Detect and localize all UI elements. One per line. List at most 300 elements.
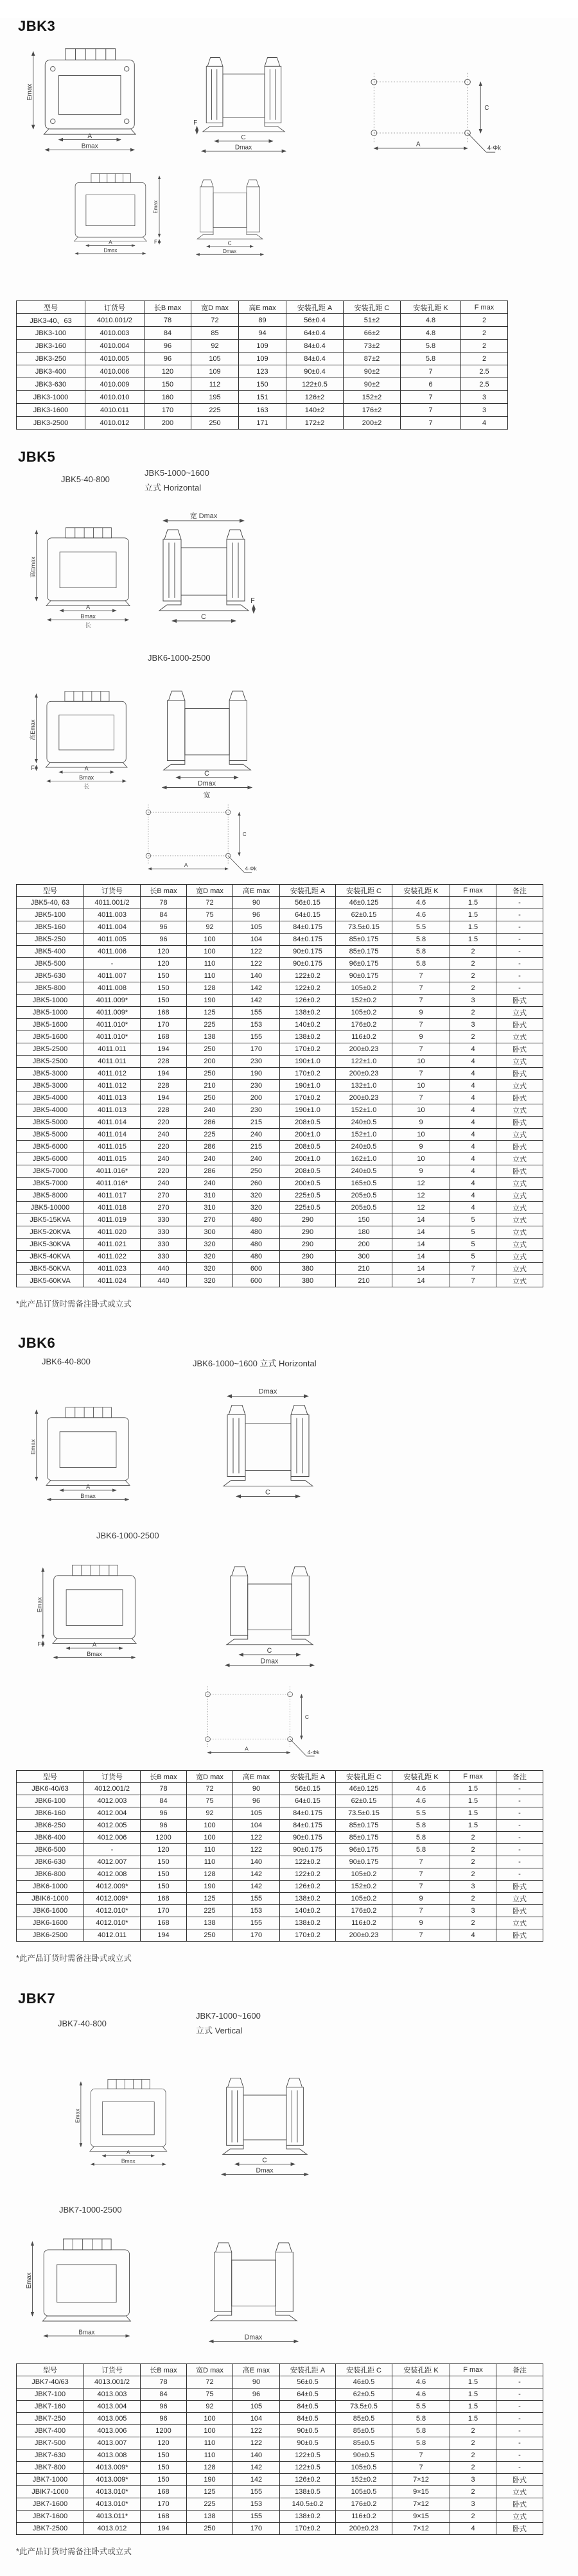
table-cell: 90±2: [344, 378, 401, 391]
table-row: [17, 1807, 543, 1820]
column-header: F max: [450, 885, 496, 897]
table-cell: 2: [450, 1031, 496, 1043]
column-header: 长B max: [141, 2364, 187, 2376]
table-cell: -: [496, 909, 543, 921]
table-cell: 4011.007: [84, 970, 141, 982]
table-cell: 110: [187, 970, 233, 982]
jbk7-front-view-large-diagram: [24, 2224, 153, 2351]
table-cell: 109: [239, 340, 286, 352]
table-cell: 5.8: [392, 934, 450, 946]
table-cell: 2: [450, 2450, 496, 2462]
jbk7-side-view-diagram: [212, 2042, 318, 2202]
table-cell: 170: [144, 404, 191, 417]
table-cell: 4010.009: [85, 378, 144, 391]
table-row: [17, 2425, 543, 2437]
table-cell: 240: [141, 1178, 187, 1190]
table-cell: 2: [461, 314, 508, 327]
column-header: 长B max: [141, 1771, 187, 1783]
table-cell: 4011.006: [84, 946, 141, 958]
table-cell: JBK5-3000: [17, 1080, 84, 1092]
table-cell: 4: [450, 1068, 496, 1080]
table-cell: 170±0.2: [280, 1092, 336, 1104]
table-cell: 84: [141, 909, 187, 921]
table-cell: 4012.010*: [84, 1917, 141, 1929]
table-cell: 200: [187, 1056, 233, 1068]
table-cell: 168: [141, 1917, 187, 1929]
table-cell: 4011.004: [84, 921, 141, 934]
dim-label-c: C: [242, 831, 247, 837]
table-cell: -: [496, 897, 543, 909]
table-cell: 250: [187, 2523, 233, 2535]
table-cell: JBK5-2500: [17, 1056, 84, 1068]
table-cell: 4: [450, 2523, 496, 2535]
table-row: [17, 934, 543, 946]
column-header: 备注: [496, 2364, 543, 2376]
table-cell: 4012.010*: [84, 1905, 141, 1917]
table-row: [17, 958, 543, 970]
table-cell: 14: [392, 1214, 450, 1226]
table-cell: JBK7-40/63: [17, 2376, 84, 2389]
table-cell: 210: [187, 1080, 233, 1092]
table-cell: JBK7-1600: [17, 2511, 84, 2523]
table-cell: 10: [392, 1080, 450, 1092]
table-cell: 2: [450, 2486, 496, 2498]
table-cell: 4011.023: [84, 1263, 141, 1275]
column-header: 长B max: [144, 301, 191, 314]
table-row: [17, 2462, 543, 2474]
table-cell: 4: [450, 1153, 496, 1165]
table-cell: 9: [392, 1141, 450, 1153]
table-cell: JBK5-100: [17, 909, 84, 921]
table-cell: 85±0.175: [336, 946, 392, 958]
table-cell: 7: [392, 1905, 450, 1917]
table-cell: 立式: [496, 2511, 543, 2523]
table-cell: JBK6-250: [17, 1820, 84, 1832]
table-row: [17, 1929, 543, 1942]
table-cell: 96: [144, 352, 191, 365]
table-cell: 5.8: [401, 352, 461, 365]
table-cell: 180: [336, 1226, 392, 1239]
table-cell: 125: [187, 2486, 233, 2498]
table-cell: 168: [141, 2511, 187, 2523]
table-cell: 12: [392, 1190, 450, 1202]
table-cell: JBK7-100: [17, 2389, 84, 2401]
table-cell: 4: [450, 1129, 496, 1141]
header-row: [17, 885, 543, 897]
table-cell: 2: [450, 1868, 496, 1881]
column-header: 长B max: [141, 885, 187, 897]
table-cell: 220: [141, 1165, 187, 1178]
table-cell: 150: [141, 1868, 187, 1881]
column-header: 型号: [17, 2364, 84, 2376]
table-cell: JBK5-5000: [17, 1117, 84, 1129]
table-cell: 84±0.5: [280, 2401, 336, 2413]
table-cell: 138±0.2: [280, 1917, 336, 1929]
table-cell: -: [496, 1807, 543, 1820]
table-cell: JBK3-2500: [17, 417, 85, 430]
table-row: [17, 1275, 543, 1287]
table-cell: 90: [233, 897, 280, 909]
table-cell: 160: [144, 391, 191, 404]
jbk3-front-view-large-diagram: [59, 166, 165, 262]
table-cell: -: [496, 2401, 543, 2413]
table-cell: 4010.003: [85, 327, 144, 340]
table-cell: 12: [392, 1178, 450, 1190]
table-row: [17, 1190, 543, 1202]
table-cell: 4.6: [392, 909, 450, 921]
table-row: [17, 1068, 543, 1080]
table-cell: 2: [450, 2425, 496, 2437]
jbk7-front-view-diagram: [74, 2042, 186, 2202]
table-cell: 立式: [496, 1226, 543, 1239]
table-cell: 96: [233, 1795, 280, 1807]
table-cell: 250: [187, 1043, 233, 1056]
table-cell: 380: [280, 1275, 336, 1287]
table-cell: 4: [450, 1092, 496, 1104]
table-cell: 7: [450, 1275, 496, 1287]
table-cell: 4010.011: [85, 404, 144, 417]
table-cell: 4011.011: [84, 1043, 141, 1056]
table-cell: 4: [450, 1178, 496, 1190]
table-cell: 90±0.4: [286, 365, 344, 378]
table-cell: 78: [144, 314, 191, 327]
table-cell: 260: [233, 1178, 280, 1190]
table-cell: 3: [450, 2498, 496, 2511]
table-cell: 150: [144, 378, 191, 391]
table-cell: 152±0.2: [336, 2474, 392, 2486]
table-cell: 5.8: [392, 946, 450, 958]
table-cell: 4010.004: [85, 340, 144, 352]
table-cell: 120: [141, 2437, 187, 2450]
table-cell: 62±0.15: [336, 909, 392, 921]
table-cell: 112: [191, 378, 239, 391]
table-cell: 126±2: [286, 391, 344, 404]
table-cell: 5.8: [392, 1844, 450, 1856]
table-cell: 4010.006: [85, 365, 144, 378]
table-cell: JBK3-1000: [17, 391, 85, 404]
column-header: 安装孔距 A: [280, 1771, 336, 1783]
table-cell: 84±0.4: [286, 340, 344, 352]
table-cell: 105±0.2: [336, 982, 392, 995]
table-cell: 73.5±0.5: [336, 2401, 392, 2413]
table-cell: 7: [392, 2462, 450, 2474]
table-cell: -: [496, 1783, 543, 1795]
table-cell: JBK6-100: [17, 1795, 84, 1807]
table-cell: 109: [191, 365, 239, 378]
table-cell: 138: [187, 1917, 233, 1929]
table-cell: 78: [141, 2376, 187, 2389]
table-cell: 138±0.2: [280, 1007, 336, 1019]
table-cell: 2: [450, 2462, 496, 2474]
table-cell: 4012.009*: [84, 1893, 141, 1905]
table-cell: 200: [144, 417, 191, 430]
table-cell: JBK7-1600: [17, 2498, 84, 2511]
table-cell: 100: [187, 934, 233, 946]
jbk7-range-label-right: JBK7-1000~1600: [196, 2011, 261, 2021]
jbk5-range-label-right: JBK5-1000~1600: [144, 468, 209, 478]
table-cell: JBK5-160: [17, 921, 84, 934]
dim-label-h-emax: 高Emax: [30, 556, 37, 578]
table-row: [17, 1117, 543, 1129]
table-cell: 208±0.5: [280, 1141, 336, 1153]
table-cell: 4011.016*: [84, 1178, 141, 1190]
table-cell: 2: [450, 958, 496, 970]
table-cell: -: [496, 2437, 543, 2450]
table-cell: 卧式: [496, 2523, 543, 2535]
table-cell: 210: [336, 1275, 392, 1287]
table-row: [17, 1056, 543, 1068]
table-cell: 4.6: [392, 897, 450, 909]
table-cell: 立式: [496, 1263, 543, 1275]
table-row: [17, 1092, 543, 1104]
table-cell: 92: [187, 1807, 233, 1820]
table-cell: 176±0.2: [336, 1905, 392, 1917]
table-cell: JBK7-160: [17, 2401, 84, 2413]
table-cell: 4011.012: [84, 1080, 141, 1092]
table-cell: 194: [141, 1929, 187, 1942]
table-cell: JBK3-40、63: [17, 314, 85, 327]
table-cell: 300: [187, 1226, 233, 1239]
table-cell: 73.5±0.15: [336, 1807, 392, 1820]
table-cell: 5.8: [401, 340, 461, 352]
table-cell: 90±0.175: [336, 1856, 392, 1868]
table-cell: 240: [141, 1153, 187, 1165]
table-cell: 1200: [141, 1832, 187, 1844]
table-cell: 立式: [496, 1153, 543, 1165]
table-cell: JBK5-50KVA: [17, 1263, 84, 1275]
table-cell: 194: [141, 1043, 187, 1056]
table-cell: 150: [336, 1214, 392, 1226]
table-cell: 立式: [496, 2486, 543, 2498]
table-cell: 140±0.2: [280, 1905, 336, 1917]
jbk5-mounting-holes-diagram: [106, 799, 292, 881]
table-cell: 10: [392, 1153, 450, 1165]
table-cell: 4.6: [392, 2389, 450, 2401]
jbk6-fig-labels: [0, 1354, 578, 1373]
column-header: 安装孔距 A: [280, 885, 336, 897]
table-cell: 170±0.2: [280, 1068, 336, 1080]
table-cell: 立式: [496, 1007, 543, 1019]
dim-label-c: C: [241, 134, 246, 141]
table-cell: 56±0.15: [280, 1783, 336, 1795]
table-cell: -: [496, 1844, 543, 1856]
table-cell: 7: [401, 365, 461, 378]
table-cell: 4012.004: [84, 1807, 141, 1820]
table-cell: 1.5: [450, 2376, 496, 2389]
dim-label-c: C: [262, 2157, 267, 2164]
table-cell: 105: [233, 921, 280, 934]
table-cell: JBIK7-1000: [17, 2486, 84, 2498]
table-row: [17, 1881, 543, 1893]
table-cell: 153: [233, 1019, 280, 1031]
table-cell: 330: [141, 1226, 187, 1239]
table-cell: 10: [392, 1129, 450, 1141]
dim-label-a: A: [109, 239, 112, 246]
table-cell: 7×12: [392, 2474, 450, 2486]
table-row: [17, 2498, 543, 2511]
table-row: [17, 1893, 543, 1905]
table-cell: 5.8: [392, 2413, 450, 2425]
table-cell: JBK5-60KVA: [17, 1275, 84, 1287]
table-cell: 170±0.2: [280, 2523, 336, 2535]
table-cell: 105±0.5: [336, 2462, 392, 2474]
dim-label-emax: Emax: [26, 83, 33, 101]
table-cell: 190±1.0: [280, 1104, 336, 1117]
table-cell: 56±0.15: [280, 897, 336, 909]
table-cell: 5: [450, 1226, 496, 1239]
table-cell: 卧式: [496, 1019, 543, 1031]
dim-label-4-phi-k: 4-Φk: [487, 144, 502, 152]
table-cell: JBK5-250: [17, 934, 84, 946]
table-cell: 330: [141, 1214, 187, 1226]
table-cell: 122±0.5: [286, 378, 344, 391]
table-row: [17, 1104, 543, 1117]
table-cell: 7: [392, 1856, 450, 1868]
table-cell: 320: [187, 1251, 233, 1263]
jbk6-front-view-large-diagram: [35, 1548, 157, 1675]
table-cell: 168: [141, 1893, 187, 1905]
table-cell: 立式: [496, 1239, 543, 1251]
column-header: 高E max: [233, 2364, 280, 2376]
table-cell: 4012.005: [84, 1820, 141, 1832]
table-cell: JBK6-630: [17, 1856, 84, 1868]
table-cell: 84±0.5: [280, 2413, 336, 2425]
table-cell: 96±0.175: [336, 958, 392, 970]
table-cell: 90±0.175: [280, 946, 336, 958]
table-cell: JBK6-400: [17, 1832, 84, 1844]
jbk6-side-view-large-diagram: [212, 1548, 328, 1675]
dim-label-4-phi-k: 4-Φk: [245, 866, 257, 872]
table-cell: 7: [392, 982, 450, 995]
table-cell: 96: [144, 340, 191, 352]
table-cell: 168: [141, 1007, 187, 1019]
table-cell: 194: [141, 1092, 187, 1104]
table-row: [17, 1153, 543, 1165]
column-header: 订货号: [84, 1771, 141, 1783]
table-cell: 110: [187, 1856, 233, 1868]
table-cell: 4011.010*: [84, 1019, 141, 1031]
table-cell: 122±0.5: [280, 2450, 336, 2462]
table-cell: 250: [187, 1068, 233, 1080]
table-cell: 96: [141, 1807, 187, 1820]
table-cell: 116±0.2: [336, 1031, 392, 1043]
table-cell: 4013.009*: [84, 2474, 141, 2486]
jbk6-range-label-right: JBK6-1000~1600 立式 Horizontal: [193, 1359, 317, 1368]
table-row: [17, 995, 543, 1007]
table-cell: 4: [450, 1202, 496, 1214]
table-cell: 155: [233, 1007, 280, 1019]
table-cell: 290: [280, 1239, 336, 1251]
table-cell: 170: [233, 1043, 280, 1056]
table-cell: 150: [141, 982, 187, 995]
table-cell: 4011.015: [84, 1153, 141, 1165]
jbk5-front-view-diagram: [29, 498, 151, 650]
column-header: 安装孔距 K: [392, 1771, 450, 1783]
dim-label-emax: Emax: [25, 2272, 33, 2289]
section-title-jbk5: JBK5: [18, 449, 56, 465]
table-cell: 立式: [496, 1251, 543, 1263]
column-header: 安装孔距 C: [336, 885, 392, 897]
table-cell: 卧式: [496, 2498, 543, 2511]
table-cell: 4: [450, 1104, 496, 1117]
jbk7-fig-labels: [0, 2010, 578, 2039]
table-cell: 9: [392, 1917, 450, 1929]
table-cell: 320: [187, 1239, 233, 1251]
table-cell: 105±0.2: [336, 1007, 392, 1019]
table-cell: 75: [187, 2389, 233, 2401]
table-cell: 290: [280, 1251, 336, 1263]
table-cell: JBK5-630: [17, 970, 84, 982]
table-cell: JBK5-6000: [17, 1141, 84, 1153]
dim-label-a: A: [245, 1745, 249, 1752]
table-row: [17, 1783, 543, 1795]
table-cell: 2: [461, 327, 508, 340]
table-cell: 2: [450, 2511, 496, 2523]
table-cell: 90: [233, 2376, 280, 2389]
table-cell: 330: [141, 1251, 187, 1263]
table-cell: 3: [450, 2474, 496, 2486]
table-cell: -: [496, 982, 543, 995]
table-cell: 105: [233, 2401, 280, 2413]
table-cell: 128: [187, 1868, 233, 1881]
table-row: [17, 1141, 543, 1153]
dim-label-f: F: [250, 597, 255, 605]
table-cell: 96: [141, 2413, 187, 2425]
table-cell: 4011.015: [84, 1141, 141, 1153]
table-cell: JBK5-7000: [17, 1165, 84, 1178]
table-cell: 90±0.5: [280, 2425, 336, 2437]
jbk7-range-label-left: JBK7-40-800: [58, 2019, 107, 2028]
table-cell: 120: [144, 365, 191, 378]
dim-label-a: A: [87, 132, 92, 140]
dim-label-dmax: Dmax: [256, 2167, 274, 2175]
table-cell: JBK5-3000: [17, 1068, 84, 1080]
table-cell: 90±2: [344, 365, 401, 378]
table-cell: 84±0.175: [280, 1807, 336, 1820]
table-cell: 153: [233, 1905, 280, 1917]
table-cell: 4013.006: [84, 2425, 141, 2437]
table-cell: 250: [191, 417, 239, 430]
jbk5-fig-labels: [0, 468, 578, 494]
table-cell: 105: [191, 352, 239, 365]
table-cell: 卧式: [496, 1141, 543, 1153]
table-cell: -: [84, 958, 141, 970]
table-cell: 120: [141, 958, 187, 970]
table-cell: JBK5-2500: [17, 1043, 84, 1056]
table-row: [17, 921, 543, 934]
table-cell: 208±0.5: [280, 1117, 336, 1129]
column-header: 安装孔距 C: [336, 1771, 392, 1783]
table-cell: 92: [187, 2401, 233, 2413]
jbk7-orientation-label: 立式 Vertical: [196, 2026, 243, 2035]
table-cell: 56±0.5: [280, 2376, 336, 2389]
table-cell: 90±0.5: [336, 2450, 392, 2462]
table-cell: 122±0.2: [280, 1856, 336, 1868]
table-cell: JBK3-1600: [17, 404, 85, 417]
table-cell: 110: [187, 2437, 233, 2450]
table-cell: 205±0.5: [336, 1190, 392, 1202]
table-cell: JBK5-20KVA: [17, 1226, 84, 1239]
table-cell: 162±1.0: [336, 1153, 392, 1165]
table-cell: 9: [392, 1007, 450, 1019]
table-cell: 立式: [496, 1080, 543, 1092]
column-header: 安装孔距 A: [286, 301, 344, 314]
table-cell: 195: [191, 391, 239, 404]
dim-label-emax: Emax: [74, 2109, 81, 2123]
table-cell: 150: [141, 995, 187, 1007]
table-cell: 225±0.5: [280, 1190, 336, 1202]
table-cell: 立式: [496, 1129, 543, 1141]
